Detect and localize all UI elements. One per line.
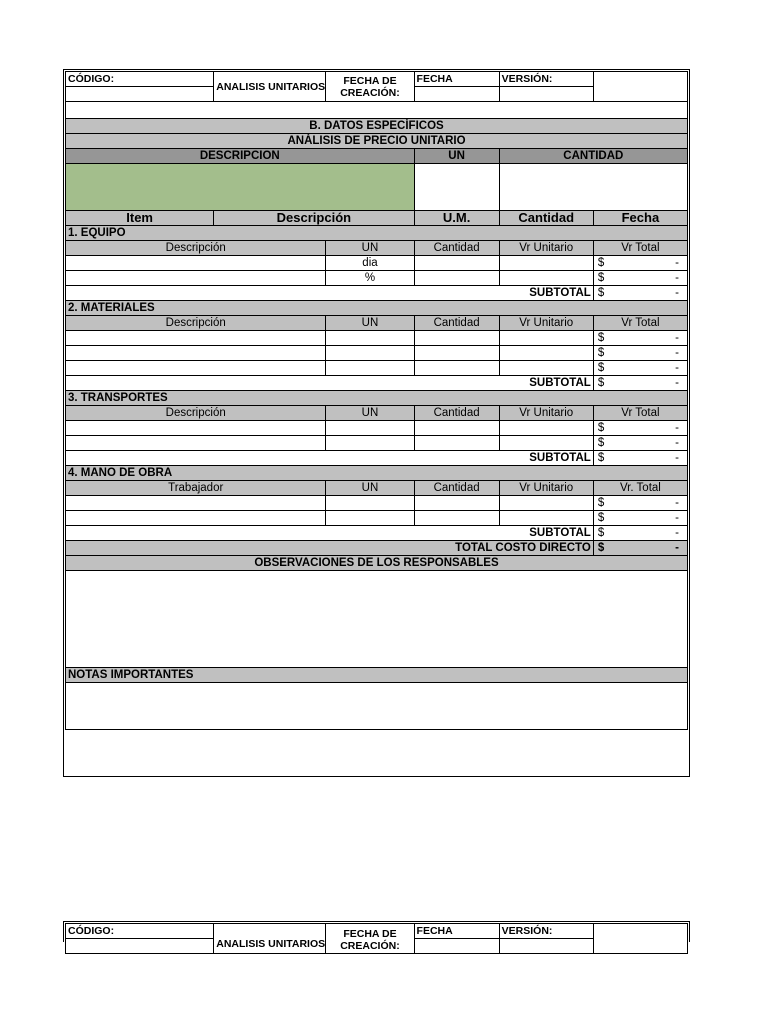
cell-trabajador[interactable] xyxy=(66,511,326,526)
um-header: U.M. xyxy=(414,211,499,226)
currency-symbol: $ xyxy=(597,332,605,344)
subtotal-value xyxy=(593,376,687,391)
cell-descripcion[interactable] xyxy=(66,331,326,346)
subtotal-row xyxy=(66,451,688,466)
col-vr-total: Vr Total xyxy=(593,406,687,421)
cantidad-header: Cantidad xyxy=(499,211,593,226)
cell-un[interactable]: % xyxy=(326,271,414,286)
money-value: - xyxy=(675,332,679,344)
cell-vr-unitario[interactable] xyxy=(499,331,593,346)
cell-un[interactable] xyxy=(326,496,414,511)
cell-cantidad[interactable] xyxy=(414,421,499,436)
subtotal-value xyxy=(593,286,687,301)
table-row xyxy=(66,511,688,526)
col-vr-unitario: Vr Unitario xyxy=(499,406,593,421)
version-label: VERSIÓN: xyxy=(499,72,593,87)
currency-symbol: $ xyxy=(597,452,605,464)
money-value: - xyxy=(675,422,679,434)
column-header-row xyxy=(66,406,688,421)
subtotal-label: SUBTOTAL xyxy=(66,526,594,541)
cell-cantidad[interactable] xyxy=(414,271,499,286)
codigo-label: CÓDIGO: xyxy=(66,72,214,87)
cell-vr-unitario[interactable] xyxy=(499,256,593,271)
col-descripcion: Descripción xyxy=(66,316,326,331)
money-value: - xyxy=(675,272,679,284)
summary-un-header: UN xyxy=(414,149,499,164)
cell-descripcion[interactable] xyxy=(66,346,326,361)
cell-cantidad[interactable] xyxy=(414,256,499,271)
notas-field[interactable] xyxy=(66,683,688,730)
column-header-row xyxy=(66,241,688,256)
col-descripcion: Descripción xyxy=(66,406,326,421)
money-value: - xyxy=(675,527,679,539)
total-costo-directo-value xyxy=(593,541,687,556)
cell-vr-total xyxy=(593,331,687,346)
section-title-row xyxy=(66,226,688,241)
cell-descripcion[interactable] xyxy=(66,436,326,451)
fecha-label: FECHA xyxy=(414,924,499,939)
col-cantidad: Cantidad xyxy=(414,241,499,256)
item-header-row xyxy=(66,211,688,226)
cell-cantidad[interactable] xyxy=(414,346,499,361)
money-value: - xyxy=(675,362,679,374)
summary-value-row xyxy=(66,164,688,211)
cell-cantidad[interactable] xyxy=(414,511,499,526)
form-table-page-2 xyxy=(65,923,688,954)
subtotal-row xyxy=(66,526,688,541)
cell-cantidad[interactable] xyxy=(414,496,499,511)
cell-descripcion[interactable] xyxy=(66,421,326,436)
version-number[interactable] xyxy=(499,87,593,102)
fecha-value[interactable] xyxy=(414,87,499,102)
col-un: UN xyxy=(326,406,414,421)
col-cantidad: Cantidad xyxy=(414,316,499,331)
subtotal-value xyxy=(593,526,687,541)
section-title-row xyxy=(66,301,688,316)
col-trabajador: Trabajador xyxy=(66,481,326,496)
total-row xyxy=(66,541,688,556)
col-vr-total: Vr Total xyxy=(593,316,687,331)
cell-un[interactable] xyxy=(326,421,414,436)
form-sheet-page-2 xyxy=(63,921,690,952)
codigo-value[interactable] xyxy=(66,939,214,954)
fecha-value[interactable] xyxy=(414,939,499,954)
table-row xyxy=(66,436,688,451)
subtitle-row xyxy=(66,134,688,149)
cell-un[interactable] xyxy=(326,511,414,526)
cell-vr-total xyxy=(593,511,687,526)
col-descripcion: Descripción xyxy=(66,241,326,256)
fecha-creacion-line1: FECHA DE xyxy=(343,74,397,87)
title-row xyxy=(66,119,688,134)
observaciones-label: OBSERVACIONES DE LOS RESPONSABLES xyxy=(66,556,688,571)
datos-especificos-title: B. DATOS ESPECÍFICOS xyxy=(66,119,688,134)
cell-vr-total xyxy=(593,421,687,436)
cell-descripcion[interactable] xyxy=(66,271,326,286)
summary-descripcion-cell[interactable] xyxy=(66,164,415,211)
col-vr-total: Vr. Total xyxy=(593,481,687,496)
analisis-precio-title: ANÁLISIS DE PRECIO UNITARIO xyxy=(66,134,688,149)
fecha-creacion-line1: FECHA DE xyxy=(343,928,397,940)
column-header-row xyxy=(66,481,688,496)
currency-symbol: $ xyxy=(597,362,605,374)
observaciones-row xyxy=(66,571,688,668)
money-value: - xyxy=(675,257,679,269)
cell-cantidad[interactable] xyxy=(414,436,499,451)
form-sheet xyxy=(63,69,690,777)
summary-header-row xyxy=(66,149,688,164)
cell-vr-total xyxy=(593,271,687,286)
table-row xyxy=(66,256,688,271)
fecha-creacion-label xyxy=(326,72,414,102)
version-value[interactable] xyxy=(593,72,687,102)
mano-obra-title: 4. MANO DE OBRA xyxy=(66,466,688,481)
table-row xyxy=(66,346,688,361)
notas-header-row xyxy=(66,668,688,683)
cell-vr-total xyxy=(593,361,687,376)
column-header-row xyxy=(66,316,688,331)
table-row xyxy=(66,331,688,346)
version-value[interactable] xyxy=(593,924,687,954)
col-vr-unitario: Vr Unitario xyxy=(499,241,593,256)
col-cantidad: Cantidad xyxy=(414,481,499,496)
transportes-title: 3. TRANSPORTES xyxy=(66,391,688,406)
header-row xyxy=(66,924,688,939)
table-row xyxy=(66,496,688,511)
money-value: - xyxy=(675,347,679,359)
version-label: VERSIÓN: xyxy=(499,924,593,939)
analisis-label: ANALISIS UNITARIOS xyxy=(214,72,326,102)
cell-vr-total xyxy=(593,436,687,451)
cell-un[interactable] xyxy=(326,346,414,361)
section-title-row xyxy=(66,391,688,406)
currency-symbol: $ xyxy=(597,437,605,449)
summary-descripcion-header: DESCRIPCION xyxy=(66,149,415,164)
subtotal-label: SUBTOTAL xyxy=(66,451,594,466)
currency-symbol: $ xyxy=(597,422,605,434)
col-vr-total: Vr Total xyxy=(593,241,687,256)
spacer-row xyxy=(66,102,688,119)
subtotal-row xyxy=(66,376,688,391)
cell-vr-total xyxy=(593,346,687,361)
cell-vr-total xyxy=(593,496,687,511)
version-number[interactable] xyxy=(499,939,593,954)
cell-vr-unitario[interactable] xyxy=(499,346,593,361)
cell-cantidad[interactable] xyxy=(414,331,499,346)
cell-un[interactable] xyxy=(326,331,414,346)
fecha-creacion-line2: CREACIÓN: xyxy=(340,940,400,952)
cell-descripcion[interactable] xyxy=(66,256,326,271)
cell-vr-unitario[interactable] xyxy=(499,496,593,511)
total-costo-directo-label: TOTAL COSTO DIRECTO xyxy=(66,541,594,556)
currency-symbol: $ xyxy=(597,347,605,359)
section-title-row xyxy=(66,466,688,481)
item-header: Item xyxy=(66,211,214,226)
currency-symbol: $ xyxy=(597,527,605,539)
descripcion-header: Descripción xyxy=(214,211,414,226)
currency-symbol: $ xyxy=(597,272,605,284)
summary-cantidad-cell[interactable] xyxy=(499,164,687,211)
money-value: - xyxy=(675,437,679,449)
form-table xyxy=(65,71,688,730)
cell-vr-unitario[interactable] xyxy=(499,271,593,286)
summary-cantidad-header: CANTIDAD xyxy=(499,149,687,164)
subtotal-row xyxy=(66,286,688,301)
fecha-creacion-line2: CREACIÓN: xyxy=(340,86,400,99)
col-un: UN xyxy=(326,481,414,496)
col-un: UN xyxy=(326,316,414,331)
cell-vr-unitario[interactable] xyxy=(499,436,593,451)
subtotal-value xyxy=(593,451,687,466)
cell-trabajador[interactable] xyxy=(66,496,326,511)
observaciones-field[interactable] xyxy=(66,571,688,668)
col-vr-unitario: Vr Unitario xyxy=(499,481,593,496)
fecha-header: Fecha xyxy=(593,211,687,226)
materiales-title: 2. MATERIALES xyxy=(66,301,688,316)
currency-symbol: $ xyxy=(597,257,605,269)
codigo-value[interactable] xyxy=(66,87,214,102)
cell-vr-unitario[interactable] xyxy=(499,421,593,436)
col-cantidad: Cantidad xyxy=(414,406,499,421)
fecha-creacion-label xyxy=(326,924,414,954)
money-value: - xyxy=(675,497,679,509)
cell-descripcion[interactable] xyxy=(66,361,326,376)
cell-vr-unitario[interactable] xyxy=(499,511,593,526)
cell-un[interactable] xyxy=(326,361,414,376)
cell-un[interactable]: dia xyxy=(326,256,414,271)
currency-symbol: $ xyxy=(597,512,605,524)
observaciones-header-row xyxy=(66,556,688,571)
subtotal-label: SUBTOTAL xyxy=(66,376,594,391)
codigo-label: CÓDIGO: xyxy=(66,924,214,939)
summary-un-cell[interactable] xyxy=(414,164,499,211)
money-value: - xyxy=(675,542,679,554)
col-un: UN xyxy=(326,241,414,256)
cell-un[interactable] xyxy=(326,436,414,451)
fecha-label: FECHA xyxy=(414,72,499,87)
currency-symbol: $ xyxy=(597,497,605,509)
table-row xyxy=(66,421,688,436)
money-value: - xyxy=(675,287,679,299)
money-value: - xyxy=(675,452,679,464)
currency-symbol: $ xyxy=(597,287,605,299)
table-row xyxy=(66,271,688,286)
analisis-label: ANALISIS UNITARIOS xyxy=(214,924,326,954)
currency-symbol: $ xyxy=(597,542,605,554)
cell-vr-unitario[interactable] xyxy=(499,361,593,376)
currency-symbol: $ xyxy=(597,377,605,389)
header-row xyxy=(66,72,688,87)
subtotal-label: SUBTOTAL xyxy=(66,286,594,301)
col-vr-unitario: Vr Unitario xyxy=(499,316,593,331)
cell-vr-total xyxy=(593,256,687,271)
notas-row xyxy=(66,683,688,730)
equipo-title: 1. EQUIPO xyxy=(66,226,688,241)
money-value: - xyxy=(675,512,679,524)
cell-cantidad[interactable] xyxy=(414,361,499,376)
table-row xyxy=(66,361,688,376)
money-value: - xyxy=(675,377,679,389)
notas-label: NOTAS IMPORTANTES xyxy=(66,668,688,683)
